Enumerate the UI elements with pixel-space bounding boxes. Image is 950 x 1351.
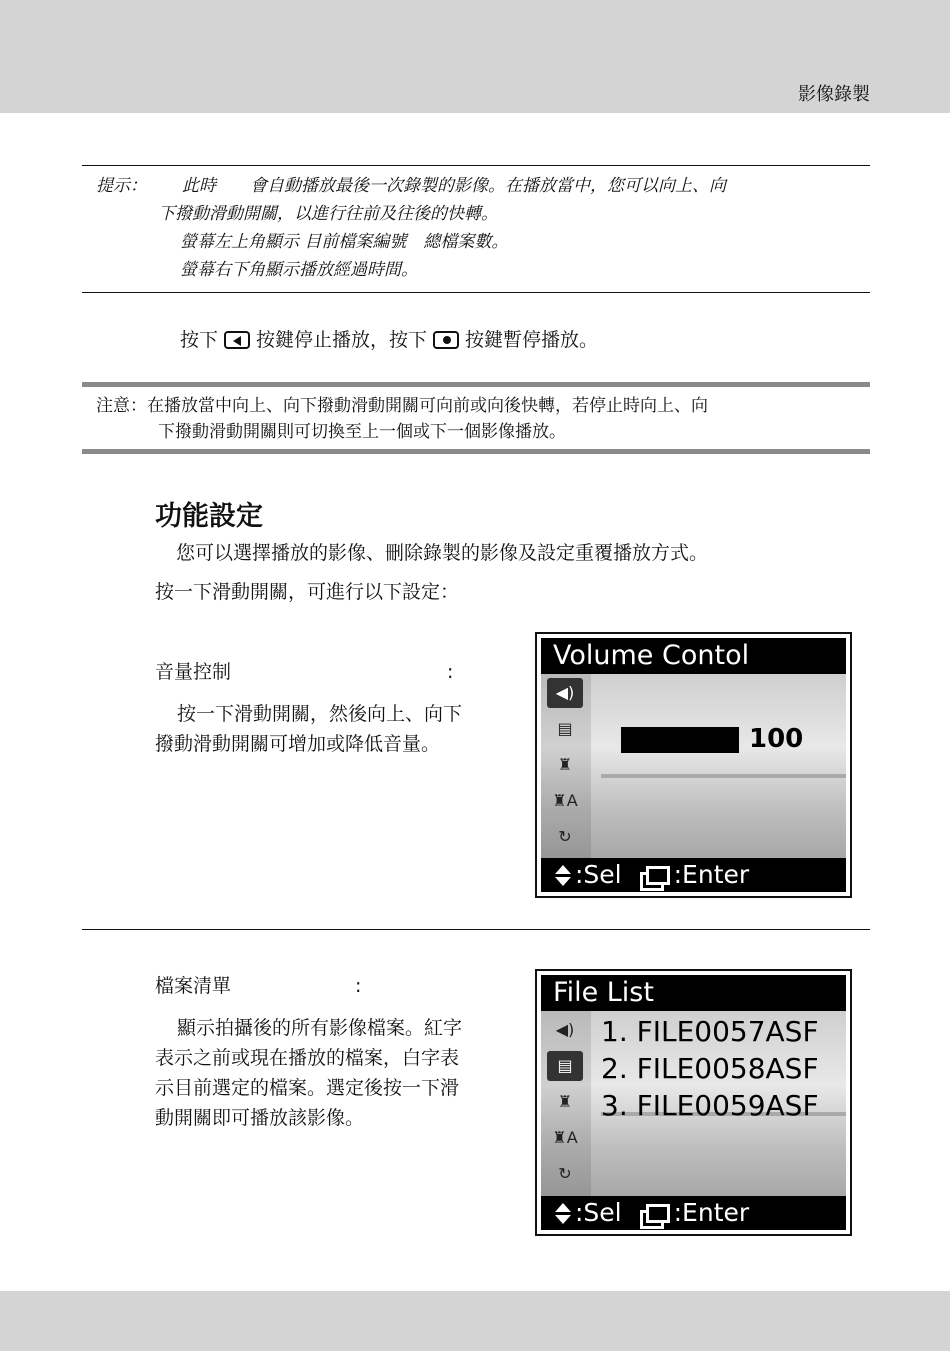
filelist-desc: 表示之前或現在播放的檔案，白字表 <box>155 1047 460 1069</box>
section-intro: 按一下滑動開關，可進行以下設定： <box>155 581 460 603</box>
repeat-icon[interactable]: ↻ <box>558 1164 572 1183</box>
divider <box>82 382 870 387</box>
volume-heading: 音量控制 <box>155 661 232 683</box>
note-line: 注意：在播放當中向上、向下撥動滑動開關可向前或向後快轉，若停止時向上、向 <box>96 396 708 416</box>
trash-icon[interactable]: ♜ <box>557 755 573 774</box>
volume-desc: 按一下滑動開關，然後向上、向下 <box>177 703 463 725</box>
trash-all-icon[interactable]: ♜A <box>552 791 578 810</box>
speaker-icon[interactable]: ◀) <box>555 1020 575 1039</box>
instruction-line <box>180 325 598 352</box>
instruction-text: 按鍵暫停播放。 <box>465 329 599 351</box>
filelist-colon: : <box>355 975 362 997</box>
filelist-screen <box>535 969 852 1236</box>
filelist-heading: 檔案清單 <box>155 975 232 997</box>
file-list-icon[interactable]: ▤ <box>557 719 573 738</box>
file-list-item[interactable]: 3. FILE0059ASF <box>601 1089 819 1122</box>
sel-label: :Sel <box>575 860 622 889</box>
tip-label: 提示： <box>96 176 147 196</box>
filelist-desc: 動開關即可播放該影像。 <box>155 1107 365 1129</box>
instruction-text: 按鍵停止播放，按下 <box>256 329 428 351</box>
divider <box>82 929 870 930</box>
instruction-text: 按下 <box>180 329 219 351</box>
tip-line: 下撥動滑動開關，以進行往前及往後的快轉。 <box>158 204 498 224</box>
bottom-band <box>0 1291 950 1351</box>
volume-value: 100 <box>749 724 804 754</box>
tip-line: 此時 會自動播放最後一次錄製的影像。在播放當中，您可以向上、向 <box>182 176 726 196</box>
divider <box>82 165 870 166</box>
volume-colon: : <box>447 661 454 683</box>
up-down-icon <box>555 863 571 889</box>
file-list-item[interactable]: 1. FILE0057ASF <box>601 1015 819 1048</box>
volume-desc: 撥動滑動開關可增加或降低音量。 <box>155 733 441 755</box>
enter-label: :Enter <box>673 1198 750 1227</box>
screen-footer <box>541 1196 846 1230</box>
screen-footer <box>541 858 846 892</box>
sel-label: :Sel <box>575 1198 622 1227</box>
tip-line: 螢幕右下角顯示播放經過時間。 <box>180 260 418 280</box>
tip-line: 螢幕左上角顯示 目前檔案編號 總檔案數。 <box>180 232 509 252</box>
screen-body <box>541 1011 846 1196</box>
volume-screen <box>535 632 852 898</box>
trash-all-icon[interactable]: ♜A <box>552 1128 578 1147</box>
screen-body <box>541 674 846 858</box>
filelist-desc: 示目前選定的檔案。選定後按一下滑 <box>155 1077 460 1099</box>
file-list-item[interactable]: 2. FILE0058ASF <box>601 1052 819 1085</box>
up-down-icon <box>555 1201 571 1227</box>
center-key-icon <box>433 331 459 349</box>
file-list-icon[interactable]: ▤ <box>547 1051 583 1081</box>
screen-title: File List <box>541 975 846 1011</box>
section-title: 功能設定 <box>155 501 263 532</box>
volume-level-bar[interactable] <box>621 727 739 753</box>
enter-icon <box>640 1202 670 1226</box>
repeat-icon[interactable]: ↻ <box>558 827 572 846</box>
page-header-title: 影像錄製 <box>798 84 870 105</box>
left-arrow-key-icon <box>224 331 250 349</box>
divider <box>82 292 870 293</box>
section-intro: 您可以選擇播放的影像、刪除錄製的影像及設定重覆播放方式。 <box>176 542 709 564</box>
note-line: 下撥動滑動開關則可切換至上一個或下一個影像播放。 <box>158 422 566 442</box>
screen-title: Volume Contol <box>541 638 846 674</box>
trash-icon[interactable]: ♜ <box>557 1092 573 1111</box>
divider <box>82 449 870 454</box>
enter-label: :Enter <box>673 860 750 889</box>
speaker-icon[interactable]: ◀) <box>547 678 583 708</box>
filelist-desc: 顯示拍攝後的所有影像檔案。紅字 <box>177 1017 463 1039</box>
enter-icon <box>640 864 670 888</box>
